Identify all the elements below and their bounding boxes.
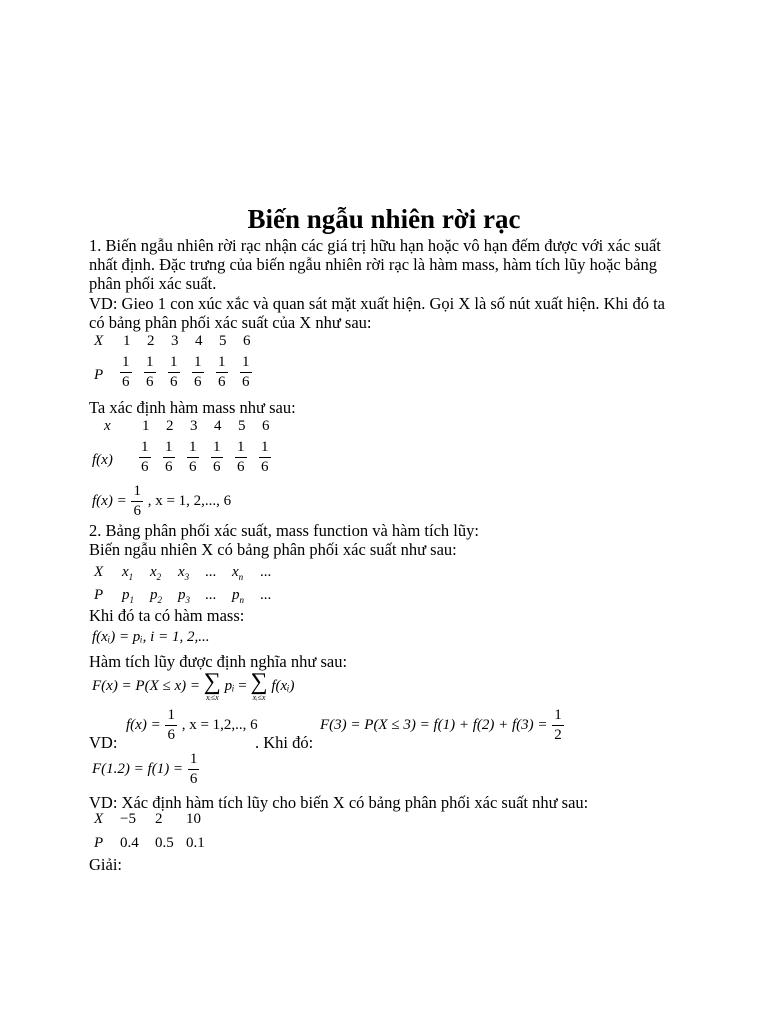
fraction: $\frac{1}{2}$ (554, 707, 562, 743)
row-label-x: x (104, 418, 111, 434)
mass-formula: f(x) = $\frac{1}{6}$ , x = 1, 2,..., 6 (92, 483, 232, 519)
table-value: 3 (171, 333, 179, 349)
probability-fraction: $\frac{1}{6}$ (237, 439, 245, 475)
example-label: VD: (89, 733, 118, 752)
table-value: 5 (219, 333, 227, 349)
table-value: $x_3$ (178, 564, 190, 582)
fraction: $\frac{1}{6}$ (133, 483, 141, 519)
table-value: $p_n$ (232, 587, 244, 605)
summation: ∑ xᵢ≤x (250, 669, 268, 702)
probability-fraction: $\frac{1}{6}$ (242, 354, 250, 390)
general-mass-formula: f(xᵢ) = pᵢ, i = 1, 2,... (92, 629, 210, 645)
paragraph-line: Khi đó ta có hàm mass: (89, 606, 245, 625)
table-value: $p_1$ (122, 587, 134, 605)
summation: ∑ xᵢ≤x (203, 669, 221, 702)
table-value: 2 (147, 333, 155, 349)
probability-fraction: $\frac{1}{6}$ (194, 354, 202, 390)
table-value: 5 (238, 418, 246, 434)
paragraph-line: Hàm tích lũy được định nghĩa như sau: (89, 652, 348, 671)
section-heading: 2. Bảng phân phối xác suất, mass function và hàm tích lũy: (89, 521, 479, 540)
table-value: 0.1 (186, 835, 205, 851)
table-value: $x_n$ (232, 564, 244, 582)
paragraph-line: nhất định. Đặc trưng của biến ngẫu nhiên rời rạc là hàm mass, hàm tích lũy hoặc bảng (89, 255, 657, 274)
paragraph-line: có bảng phân phối xác suất của X như sau: (89, 313, 372, 332)
example-F12-formula: F(1.2) = f(1) = $\frac{1}{6}$ (92, 751, 198, 787)
table-value: 2 (155, 811, 163, 827)
table-value: 1 (123, 333, 131, 349)
table-value: ... (260, 564, 272, 580)
table-value: $p_3$ (178, 587, 190, 605)
probability-fraction: $\frac{1}{6}$ (146, 354, 154, 390)
probability-fraction: $\frac{1}{6}$ (213, 439, 221, 475)
probability-fraction: $\frac{1}{6}$ (189, 439, 197, 475)
row-label-p: P (94, 835, 104, 851)
example-then: . Khi đó: (255, 733, 314, 752)
paragraph-line: VD: Gieo 1 con xúc xắc và quan sát mặt xuất hiện. Gọi X là số nút xuất hiện. Khi đó ta (89, 294, 665, 313)
table-value: 4 (195, 333, 203, 349)
table-value: 6 (262, 418, 270, 434)
paragraph-line: Ta xác định hàm mass như sau: (89, 398, 296, 417)
row-label-fx: f(x) (92, 452, 113, 468)
example-F3-formula: F(3) = P(X ≤ 3) = f(1) + f(2) + f(3) = $\frac{1}{2}$ (320, 707, 562, 743)
probability-fraction: $\frac{1}{6}$ (122, 354, 130, 390)
table-value: 2 (166, 418, 174, 434)
table-value: ... (205, 564, 217, 580)
paragraph-line: Biến ngẫu nhiên X có bảng phân phối xác suất như sau: (89, 540, 457, 559)
table-value: ... (260, 587, 272, 603)
table-value: 4 (214, 418, 222, 434)
paragraph-line: 1. Biến ngẫu nhiên rời rạc nhận các giá trị hữu hạn hoặc vô hạn đếm được với xác suất (89, 236, 661, 255)
table-value: 0.4 (120, 835, 139, 851)
table-value: $x_2$ (150, 564, 162, 582)
solution-label: Giải: (89, 855, 122, 874)
fraction: $\frac{1}{6}$ (167, 707, 175, 743)
table-value: $p_2$ (150, 587, 162, 605)
paragraph-line: phân phối xác suất. (89, 274, 217, 293)
probability-fraction: $\frac{1}{6}$ (261, 439, 269, 475)
probability-fraction: $\frac{1}{6}$ (165, 439, 173, 475)
paragraph-line: VD: Xác định hàm tích lũy cho biến X có bảng phân phối xác suất như sau: (89, 793, 589, 812)
probability-fraction: $\frac{1}{6}$ (218, 354, 226, 390)
probability-fraction: $\frac{1}{6}$ (170, 354, 178, 390)
page-title: Biến ngẫu nhiên rời rạc (247, 204, 521, 234)
table-value: 6 (243, 333, 251, 349)
table-value: 10 (186, 811, 201, 827)
table-value: ... (205, 587, 217, 603)
table-value: 0.5 (155, 835, 174, 851)
probability-fraction: $\frac{1}{6}$ (141, 439, 149, 475)
table-value: −5 (120, 811, 136, 827)
table-value: $x_1$ (122, 564, 134, 582)
cdf-formula: F(x) = P(X ≤ x) = ∑ xᵢ≤x pᵢ = ∑ xᵢ≤x f(xᵢ) (92, 669, 295, 702)
row-label-p: P (94, 587, 104, 603)
row-label-x: X (94, 811, 104, 827)
fraction: $\frac{1}{6}$ (189, 751, 198, 787)
table-value: 3 (190, 418, 198, 434)
table-value: 1 (142, 418, 150, 434)
row-label-p: P (94, 367, 104, 383)
row-label-x: X (94, 333, 104, 349)
row-label-x: X (94, 564, 104, 580)
example-mass-formula: f(x) = $\frac{1}{6}$ , x = 1,2,.., 6 (126, 707, 258, 743)
